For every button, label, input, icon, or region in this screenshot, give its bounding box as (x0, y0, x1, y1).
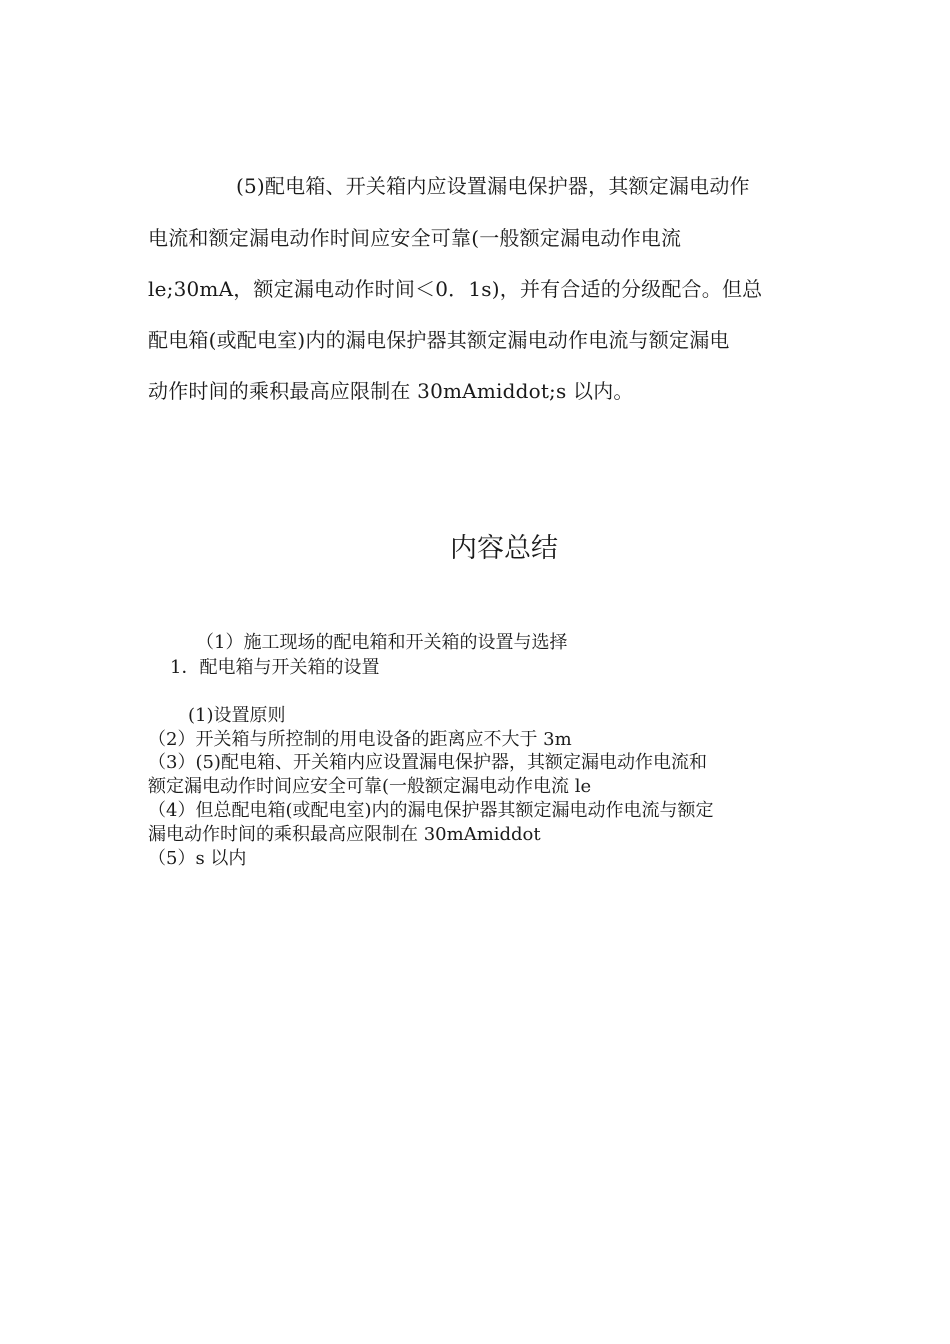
summary-line-5: （3）(5)配电箱、开关箱内应设置漏电保护器，其额定漏电动作电流和 (148, 752, 707, 773)
summary-line-7: （4）但总配电箱(或配电室)内的漏电保护器其额定漏电动作电流与额定 (148, 800, 714, 821)
summary-line-3: (1)设置原则 (188, 705, 286, 726)
paragraph-line-3: le;30mA，额定漏电动作时间＜0．1s)，并有合适的分级配合。但总 (148, 277, 763, 301)
summary-title: 内容总结 (450, 533, 558, 564)
summary-line-4: （2）开关箱与所控制的用电设备的距离应不大于 3m (148, 729, 572, 750)
summary-line-8: 漏电动作时间的乘积最高应限制在 30mAmiddot (148, 824, 541, 845)
summary-line-1: （1）施工现场的配电箱和开关箱的设置与选择 (196, 632, 568, 653)
summary-line-2: 1．配电箱与开关箱的设置 (170, 657, 380, 678)
summary-line-9: （5）s 以内 (148, 848, 247, 869)
paragraph-line-4: 配电箱(或配电室)内的漏电保护器其额定漏电动作电流与额定漏电 (148, 328, 730, 352)
summary-line-6: 额定漏电动作时间应安全可靠(一般额定漏电动作电流 le (148, 776, 592, 797)
paragraph-line-1: (5)配电箱、开关箱内应设置漏电保护器，其额定漏电动作 (236, 174, 750, 198)
paragraph-line-2: 电流和额定漏电动作时间应安全可靠(一般额定漏电动作电流 (148, 226, 682, 250)
paragraph-line-5: 动作时间的乘积最高应限制在 30mAmiddot;s 以内。 (148, 379, 634, 403)
